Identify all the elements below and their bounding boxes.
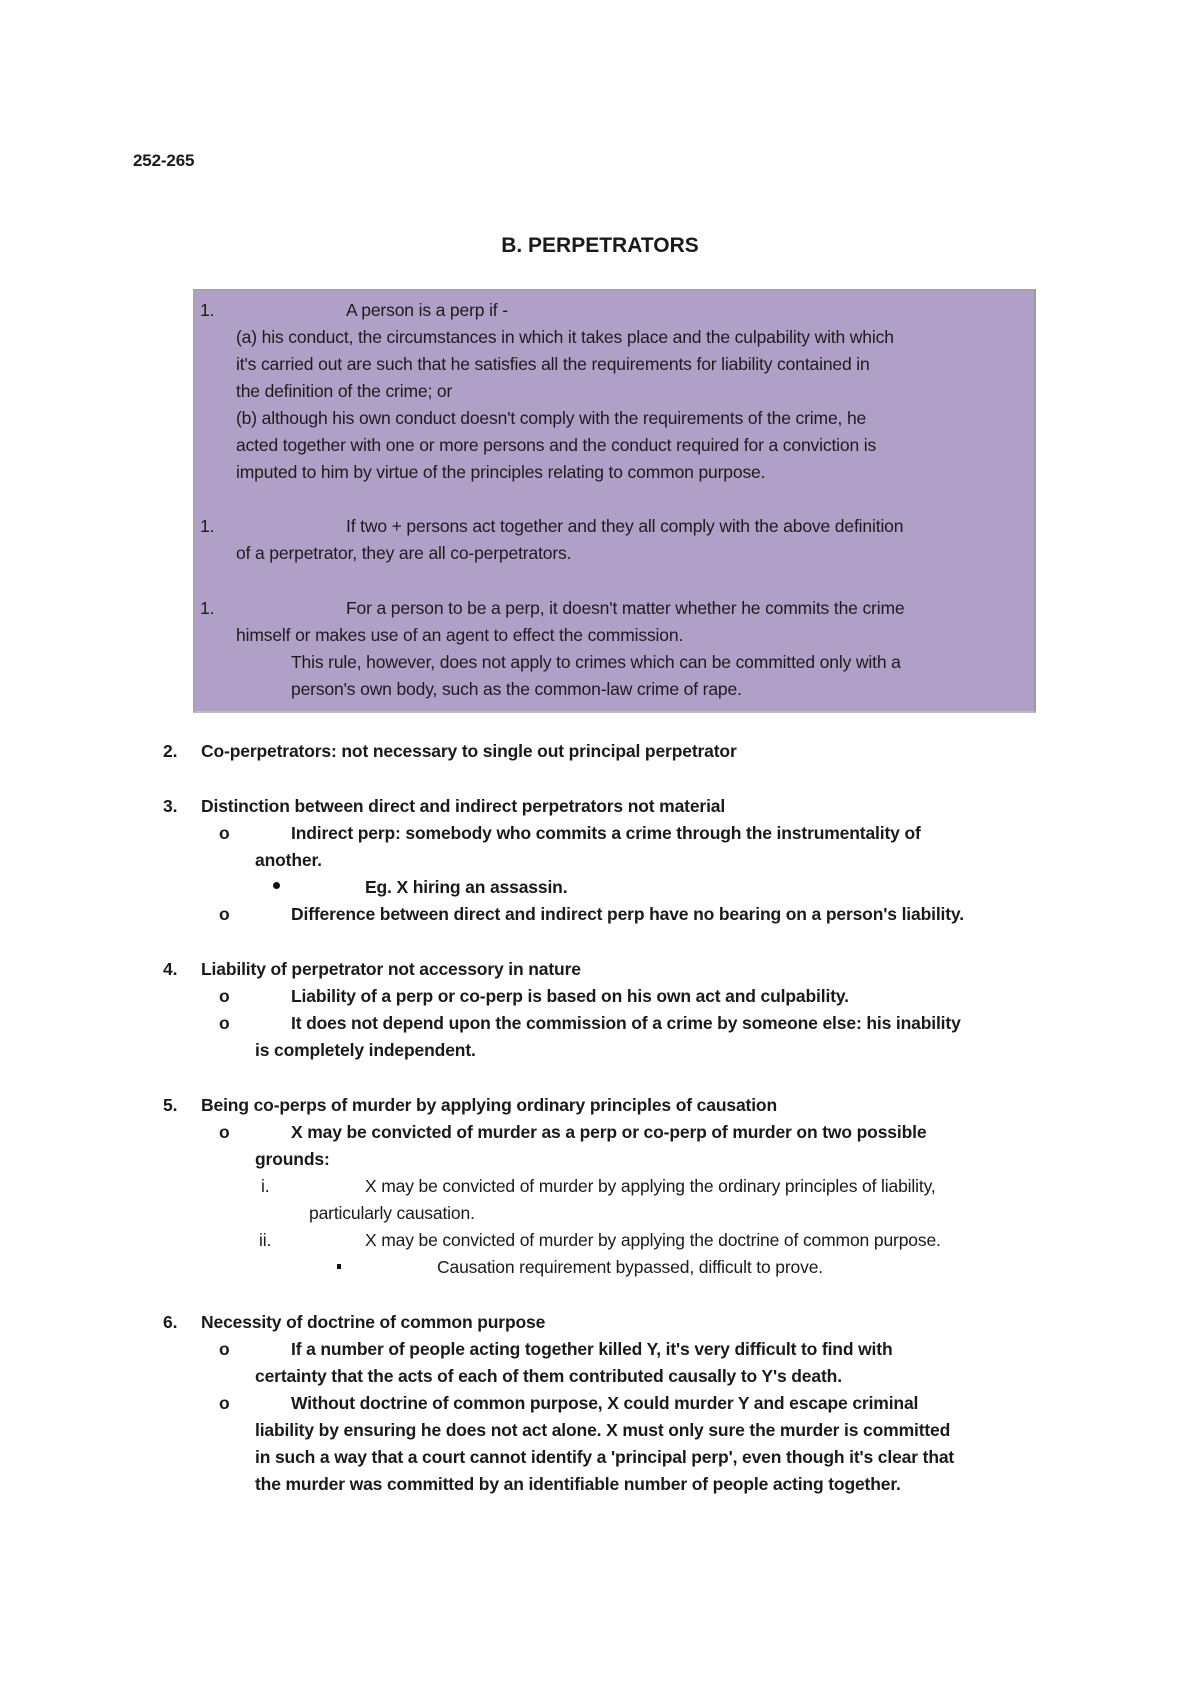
bullet-line: If a number of people acting together killed Y, it's very difficult to find with	[291, 1339, 893, 1359]
bullet-line: Eg. X hiring an assassin.	[365, 877, 568, 897]
section-number: 6.	[163, 1312, 178, 1332]
definition-line: acted together with one or more persons and the conduct required for a conviction is	[236, 435, 877, 455]
bullet-line: Without doctrine of common purpose, X could murder Y and escape criminal	[291, 1393, 919, 1413]
section-number: 2.	[163, 741, 178, 761]
circle-bullet-icon: o	[219, 1013, 230, 1033]
circle-bullet-icon: o	[219, 904, 230, 924]
bullet-line: is completely independent.	[255, 1040, 476, 1060]
circle-bullet-icon: o	[219, 986, 230, 1006]
definition-line: This rule, however, does not apply to crimes which can be committed only with a	[291, 652, 901, 672]
bullet-line: It does not depend upon the commission of a crime by someone else: his inability	[291, 1013, 961, 1033]
circle-bullet-icon: o	[219, 1339, 230, 1359]
bullet-line: X may be convicted of murder by applying the doctrine of common purpose.	[365, 1230, 941, 1250]
circle-bullet-icon: o	[219, 1122, 230, 1142]
definition-line: imputed to him by virtue of the principles relating to common purpose.	[236, 462, 766, 482]
bullet-line: certainty that the acts of each of them contributed causally to Y's death.	[255, 1366, 842, 1386]
bullet-line: the murder was committed by an identifiable number of people acting together.	[255, 1474, 901, 1494]
definition-line: it's carried out are such that he satisfies all the requirements for liability contained in	[236, 354, 870, 374]
bullet-line: Difference between direct and indirect perp have no bearing on a person's liability.	[291, 904, 964, 924]
section-heading: Co-perpetrators: not necessary to single out principal perpetrator	[201, 741, 737, 761]
bullet-line: particularly causation.	[309, 1203, 475, 1223]
definition-line: If two + persons act together and they all comply with the above definition	[346, 516, 904, 536]
page-range: 252-265	[133, 151, 195, 170]
definition-line: himself or makes use of an agent to effect the commission.	[236, 625, 684, 645]
roman-marker: i.	[261, 1176, 270, 1196]
section-heading: Distinction between direct and indirect perpetrators not material	[201, 796, 726, 816]
bullet-line: Liability of a perp or co-perp is based on his own act and culpability.	[291, 986, 849, 1006]
definition-line: (a) his conduct, the circumstances in which it takes place and the culpability with which	[236, 327, 894, 347]
list-marker: 1.	[200, 598, 215, 618]
square-bullet-icon	[337, 1264, 341, 1269]
section-heading: Being co-perps of murder by applying ordinary principles of causation	[201, 1095, 777, 1115]
bullet-line: in such a way that a court cannot identify a 'principal perp', even though it's clear that	[255, 1447, 955, 1467]
definition-line: (b) although his own conduct doesn't comply with the requirements of the crime, he	[236, 408, 867, 428]
section-heading: Liability of perpetrator not accessory in nature	[201, 959, 581, 979]
list-marker: 1.	[200, 300, 215, 320]
bullet-line: X may be convicted of murder by applying the ordinary principles of liability,	[365, 1176, 936, 1196]
section-heading: Necessity of doctrine of common purpose	[201, 1312, 546, 1332]
definition-line: the definition of the crime; or	[236, 381, 453, 401]
section-number: 3.	[163, 796, 178, 816]
bullet-line: grounds:	[255, 1149, 330, 1169]
definition-line: A person is a perp if -	[346, 300, 508, 320]
definition-line: of a perpetrator, they are all co-perpetrators.	[236, 543, 572, 563]
bullet-line: Causation requirement bypassed, difficult to prove.	[437, 1257, 823, 1277]
circle-bullet-icon: o	[219, 1393, 230, 1413]
definition-line: person's own body, such as the common-law crime of rape.	[291, 679, 742, 699]
bullet-line: X may be convicted of murder as a perp or co-perp of murder on two possible	[291, 1122, 927, 1142]
disc-bullet-icon	[273, 882, 280, 889]
bullet-line: Indirect perp: somebody who commits a crime through the instrumentality of	[291, 823, 921, 843]
definition-line: For a person to be a perp, it doesn't matter whether he commits the crime	[346, 598, 905, 618]
section-number: 4.	[163, 959, 178, 979]
bullet-line: another.	[255, 850, 322, 870]
circle-bullet-icon: o	[219, 823, 230, 843]
section-title: B. PERPETRATORS	[501, 234, 699, 257]
bullet-line: liability by ensuring he does not act alone. X must only sure the murder is committed	[255, 1420, 951, 1440]
roman-marker: ii.	[259, 1230, 272, 1250]
list-marker: 1.	[200, 516, 215, 536]
section-number: 5.	[163, 1095, 178, 1115]
